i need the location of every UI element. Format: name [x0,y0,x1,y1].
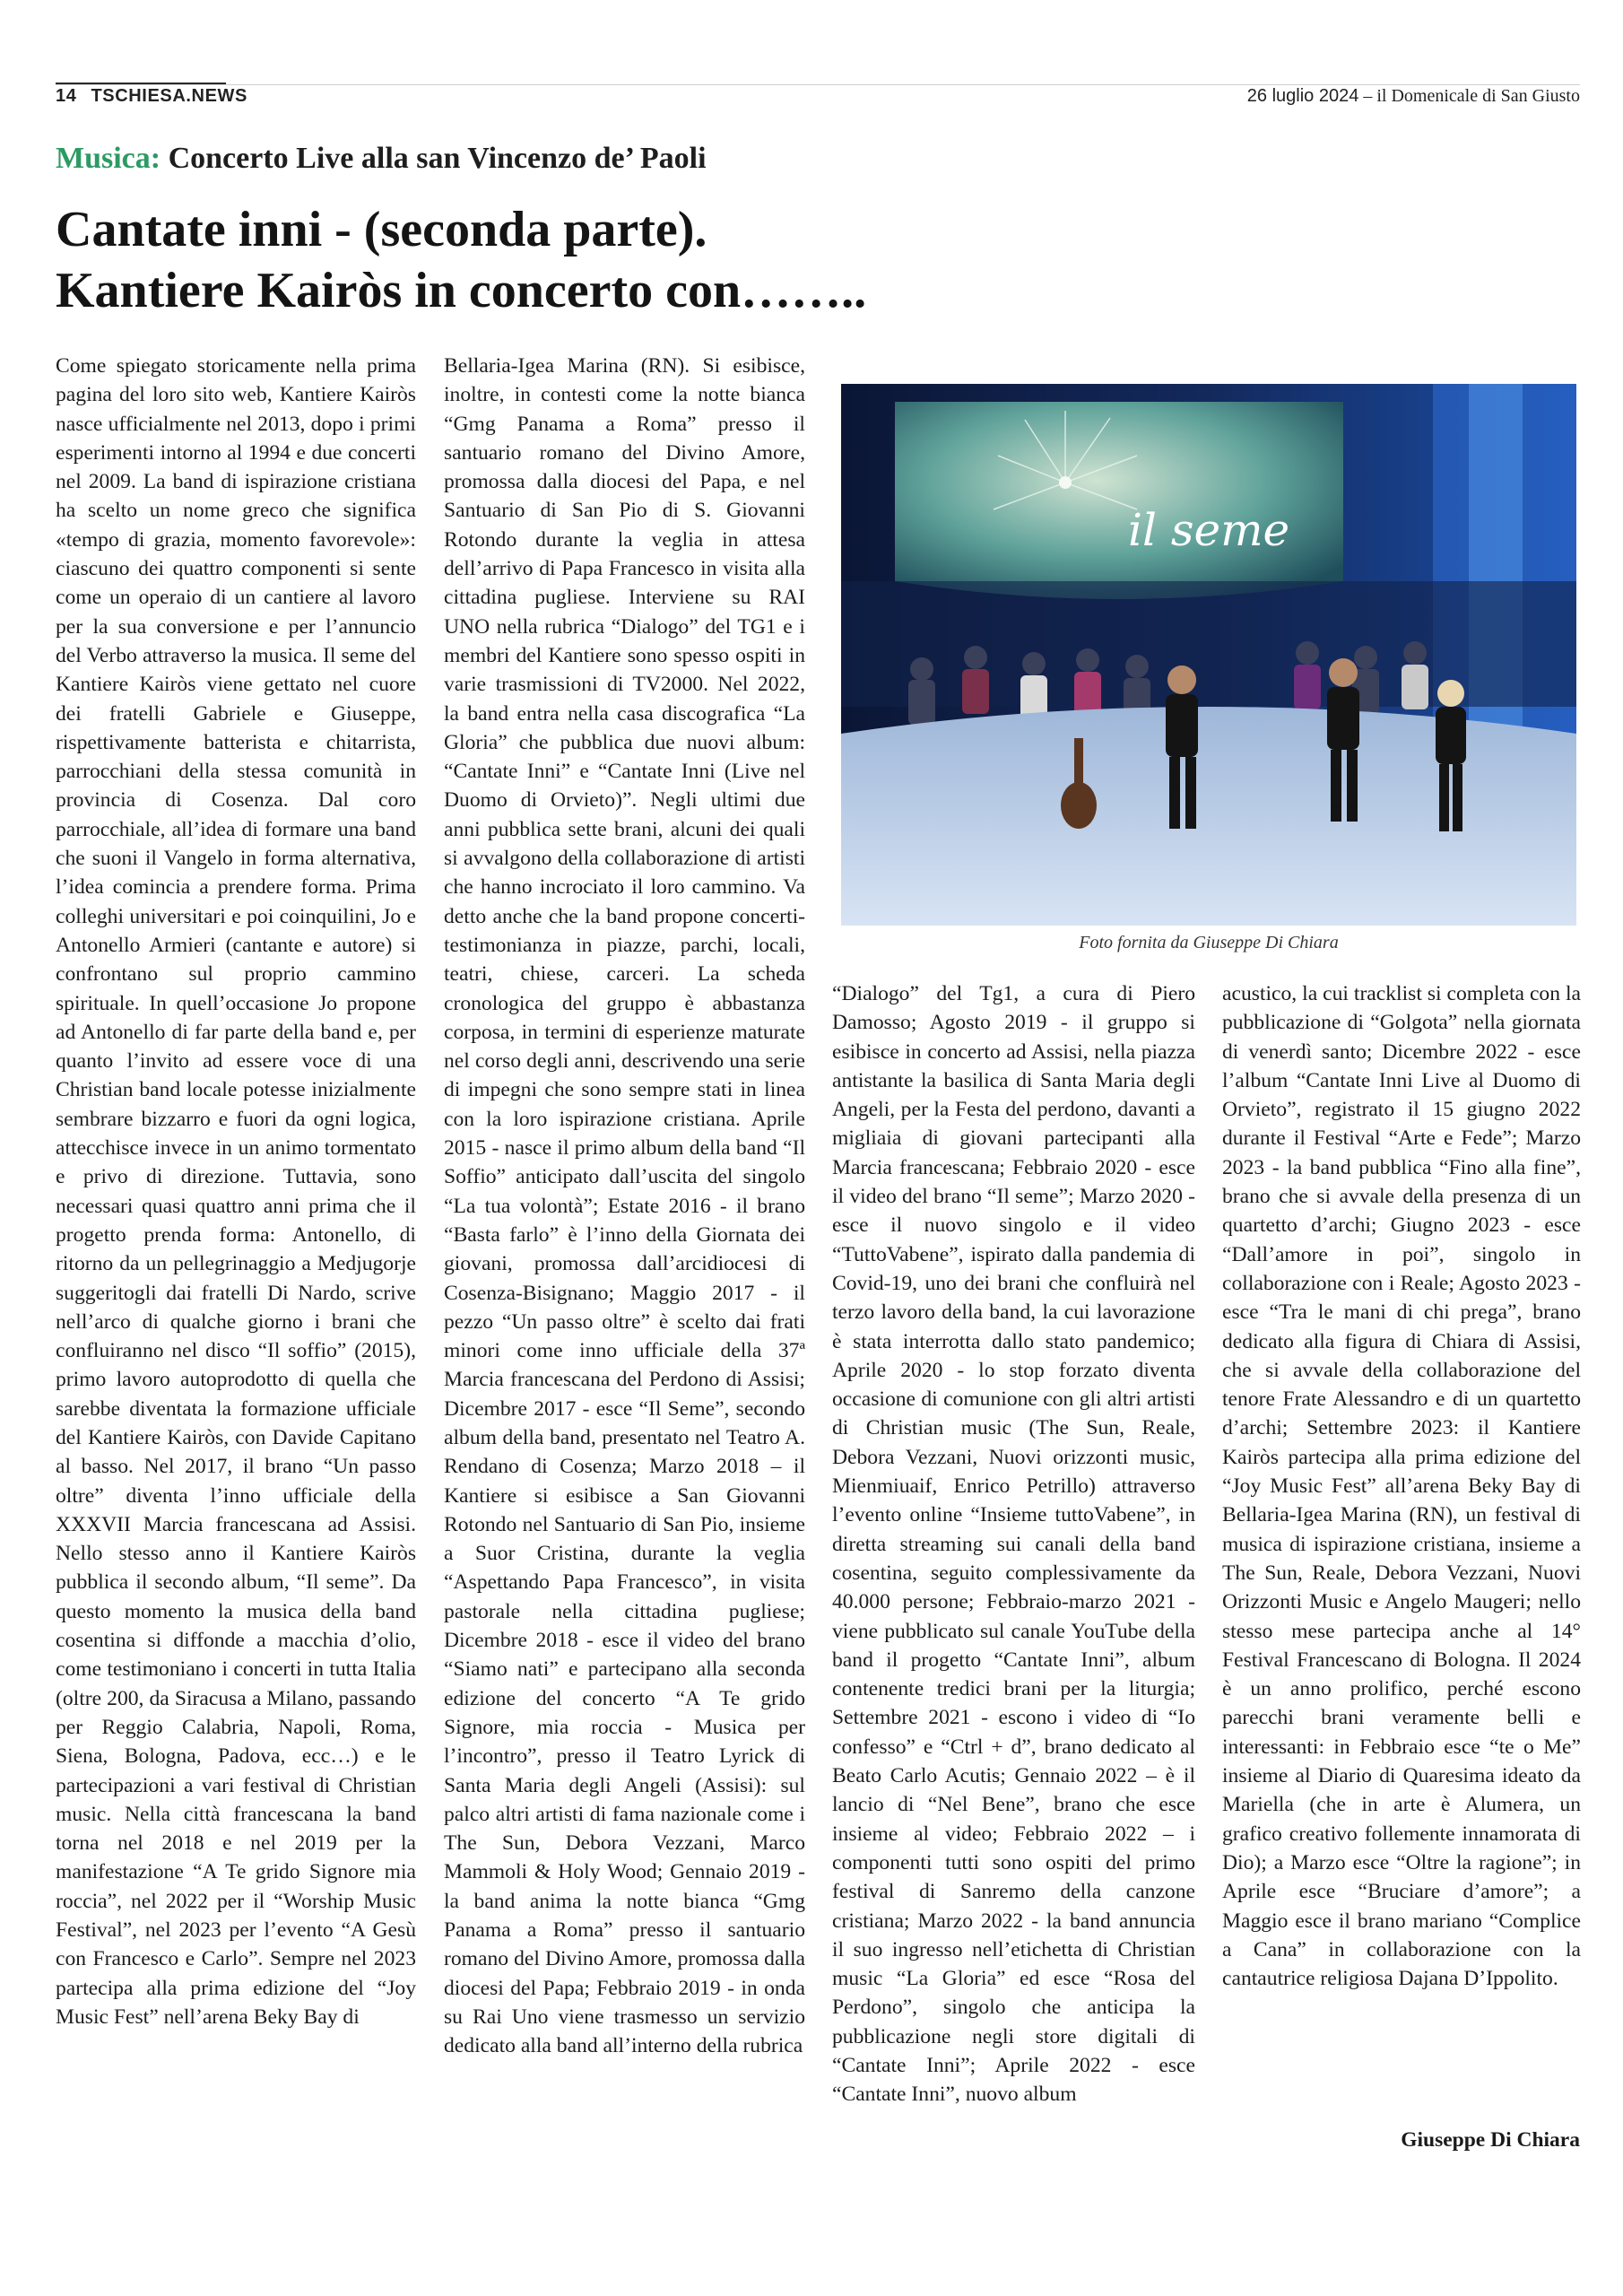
article-column-3 [832,979,1195,2235]
page-number: 14 [56,86,77,106]
page-header-left [56,86,247,107]
article-kicker [56,142,707,176]
tv-studio-photo [841,384,1576,926]
issue-date: 26 luglio 2024 [1246,86,1359,106]
screen-title: il seme [1128,504,1290,556]
article-headline [56,199,1580,321]
author-byline: Giuseppe Di Chiara [1401,2128,1580,2152]
column-1-text: Come spiegato storicamente nella prima pagina del loro sito web, Kantiere Kairòs nasce ufficialmente nel 2013, dopo i primi esperimenti intorno al 1994 e due concerti nel 2009. La band di ispirazione cristiana ha scelto un nome greco che significa «tempo di grazia, momento favorevole»: ciascuno dei quattro componenti si sente come un operaio di un cantiere al lavoro per la sua conversione e per l’annuncio del Verbo attraverso la musica. Il seme del Kantiere Kairòs viene gettato nel cuore dei fratelli Gabriele e Giuseppe, rispettivamente batterista e chitarrista, parrocchiani della stessa comunità in provincia di Cosenza. Dal coro parrocchiale, all’idea di formare una band che suoni il Vangelo in forma alternativa, l’idea comincia a prendere forma. Prima colleghi universitari e poi coinquilini, Jo e Antonello Armieri (cantante e autore) si confrontano sul proprio cammino spirituale. In quell’occasione Jo propone ad Antonello di far parte della band e, per quanto l’invito ad essere voce di una Christian band locale potesse inizialmente sembrare bizzarro e fuori da ogni logica, attecchisce invece in un animo tormentato e privo di direzione. Tuttavia, sono necessari quasi quattro anni prima che il progetto prenda forma: Antonello, di ritorno da un pellegrinaggio a Medjugorje suggeritogli dai fratelli Di Nardo, scrive nell’arco di qualche giorno i brani che confluiranno nel disco “Il soffio” (2015), primo lavoro autoprodotto di quella che sarebbe diventata la formazione ufficiale del Kantiere Kairòs, con Davide Capitano al basso. Nel 2017, il brano “Un passo oltre” diventa l’inno ufficiale della XXXVII Marcia francescana ad Assisi. Nello stesso anno il Kantiere Kairòs pubblica il secondo album, “Il seme”. Da questo momento la musica della band cosentina si diffonde a macchia d’olio, come testimoniano i concerti in tutta Italia (oltre 200, da Siracusa a Milano, passando per Reggio Calabria, Napoli, Roma, Siena, Bologna, Padova, ecc…) e le partecipazioni a vari festival di Christian music. Nella città francescana la band torna nel 2018 e nel 2019 per la manifestazione “A Te grido Signore mia roccia”, nel 2022 per il “Worship Music Festival”, nel 2023 per l’evento “A Gesù con Francesco e Carlo”. Sempre nel 2023 partecipa alla prima edizione del “Joy Music Fest” nell’arena Beky Bay di [56,354,416,2029]
issue-name: il Domenicale di San Giusto [1376,86,1580,106]
article-column-2 [444,352,805,2235]
column-3-text: “Dialogo” del Tg1, a cura di Piero Damosso; Agosto 2019 - il gruppo si esibisce in concerto ad Assisi, nella piazza antistante la basilica di Santa Maria degli Angeli, per la Festa del perdono, davanti a migliaia di giovani partecipanti alla Marcia francescana; Febbraio 2020 - esce il video del brano “Il seme”; Marzo 2020 - esce il nuovo singolo e il video “TuttoVabene”, ispirato dalla pandemia di Covid-19, uno dei brani che confluirà nel terzo lavoro della band, la cui lavorazione è stata interrotta dallo stato pandemico; Aprile 2020 - lo stop forzato diventa occasione di comunione con gli altri artisti di Christian music (The Sun, Reale, Debora Vezzani, Nuovi orizzonti music, Mienmiuaif, Enrico Petrillo) attraverso l’evento online “Insieme tuttoVabene”, in diretta streaming sui canali della band cosentina, seguito complessivamente da 40.000 persone; Febbraio-marzo 2021 - viene pubblicato sul canale YouTube della band il progetto “Cantate Inni”, album contenente tredici brani per la liturgia; Settembre 2021 - escono i video di “Io confesso” e “Ctrl + d”, brano dedicato al Beato Carlo Acutis; Gennaio 2022 – è il lancio di “Nel Bene”, brano che esce insieme al video; Febbraio 2022 – i componenti tutti sono ospiti del primo festival di Sanremo della canzone cristiana; Marzo 2022 - la band annuncia il suo ingresso nell’etichetta di Christian music “La Gloria” ed esce “Rosa del Perdono”, singolo che anticipa la pubblicazione negli store digitali di “Cantate Inni”; Aprile 2022 - esce “Cantate Inni”, nuovo album [832,982,1195,2107]
headline-line-1: Cantate inni - (seconda parte). [56,202,707,257]
kicker-text: Concerto Live alla san Vincenzo de’ Paoli [161,142,707,175]
photo-caption: Foto fornita da Giuseppe Di Chiara [1079,933,1339,952]
article-column-4 [1222,979,1581,2235]
article-column-1 [56,352,416,2235]
publication-name: TSCHIESA.NEWS [91,86,247,106]
article-photo [841,384,1576,926]
page-header-right [1247,86,1580,107]
section-label: Musica: [56,142,161,175]
column-4-text: acustico, la cui tracklist si completa con la pubblicazione di “Golgota” nella giornata di venerdì santo; Dicembre 2022 - esce l’album “Cantate Inni Live al Duomo di Orvieto”, registrato il 15 giugno 2022 durante il Festival “Arte e Fede”; Marzo 2023 - la band pubblica “Fino alla fine”, brano che si avvale della presenza di un quartetto d’archi; Giugno 2023 - esce “Dall’amore in poi”, singolo in collaborazione con i Reale; Agosto 2023 - esce “Tra le mani di chi prega”, brano dedicato alla figura di Chiara di Assisi, che si avvale della collaborazione del tenore Frate Alessandro e di un quartetto d’archi; Settembre 2023: il Kantiere Kairòs partecipa alla prima edizione del “Joy Music Fest” all’arena Beky Bay di Bellaria-Igea Marina (RN), un festival di musica di ispirazione cristiana, insieme a The Sun, Reale, Debora Vezzani, Nuovi Orizzonti Music e Angelo Maugeri; nello stesso mese partecipa anche al 14° Festival Francescano di Bologna. Il 2024 è un anno prolifico, perché escono parecchi brani veramente belli e interessanti: in Febbraio esce “te o Me” insieme al Diario di Quaresima ideato da Mariella (che in arte è Alumera, un grafico creativo follemente innamorata di Dio); a Marzo esce “Oltre la ragione”; in Aprile esce “Bruciare d’amore”; a Maggio esce il brano mariano “Complice a Cana” in collaborazione con la cantautrice religiosa Dajana D’Ippolito. [1222,982,1581,1991]
column-2-text: Bellaria-Igea Marina (RN). Si esibisce, inoltre, in contesti come la notte bianca “Gmg Panama a Roma” presso il santuario romano del Divino Amore, promossa dalla diocesi del Papa, e nel Santuario di San Pio di S. Giovanni Rotondo durante la veglia in attesa dell’arrivo di Papa Francesco in visita alla cittadina pugliese. Interviene su RAI UNO nella rubrica “Dialogo” del TG1 e i membri del Kantiere sono spesso ospiti in varie trasmissioni di TV2000. Nel 2022, la band entra nella casa discografica “La Gloria” che pubblica due nuovi album: “Cantate Inni” e “Cantate Inni (Live nel Duomo di Orvieto)”. Negli ultimi due anni pubblica sette brani, alcuni dei quali si avvalgono della collaborazione di artisti che hanno incrociato il loro cammino. Va detto anche che la band propone concerti-testimonianza in piazze, parchi, locali, teatri, chiese, carceri. La scheda cronologica del gruppo è abbastanza corposa, in termini di esperienze maturate nel corso degli anni, descrivendo una serie di impegni che sono sempre stati in linea con la loro ispirazione cristiana. Aprile 2015 - nasce il primo album della band “Il Soffio” anticipato dall’uscita del singolo “La tua volontà”; Estate 2016 - il brano “Basta farlo” è l’inno della Giornata dei giovani, promossa dall’arcidiocesi di Cosenza-Bisignano; Maggio 2017 - il pezzo “Un passo oltre” è scelto dai frati minori come inno ufficiale della 37ª Marcia francescana del Perdono di Assisi; Dicembre 2017 - esce “Il Seme”, secondo album della band, presentato nel Teatro A. Rendano di Cosenza; Marzo 2018 – il Kantiere si esibisce a San Giovanni Rotondo nel Santuario di San Pio, insieme a Suor Cristina, durante la veglia “Aspettando Papa Francesco”, in visita pastorale nella cittadina pugliese; Dicembre 2018 - esce il video del brano “Siamo nati” e partecipano alla seconda edizione del concerto “A Te grido Signore, mia roccia - Musica per l’incontro”, presso il Teatro Lyrick di Santa Maria degli Angeli (Assisi): sul palco altri artisti di fama nazionale come i The Sun, Debora Vezzani, Marco Mammoli & Holy Wood; Gennaio 2019 - la band anima la notte bianca “Gmg Panama a Roma” presso il santuario romano del Divino Amore, promossa dalla diocesi del Papa; Febbraio 2019 - in onda su Rai Uno viene trasmesso un servizio dedicato alla band all’interno della rubrica [444,354,805,2058]
header-rule [56,84,1580,85]
headline-line-2: Kantiere Kairòs in concerto con…….. [56,263,867,318]
header-separator: – [1358,86,1377,106]
